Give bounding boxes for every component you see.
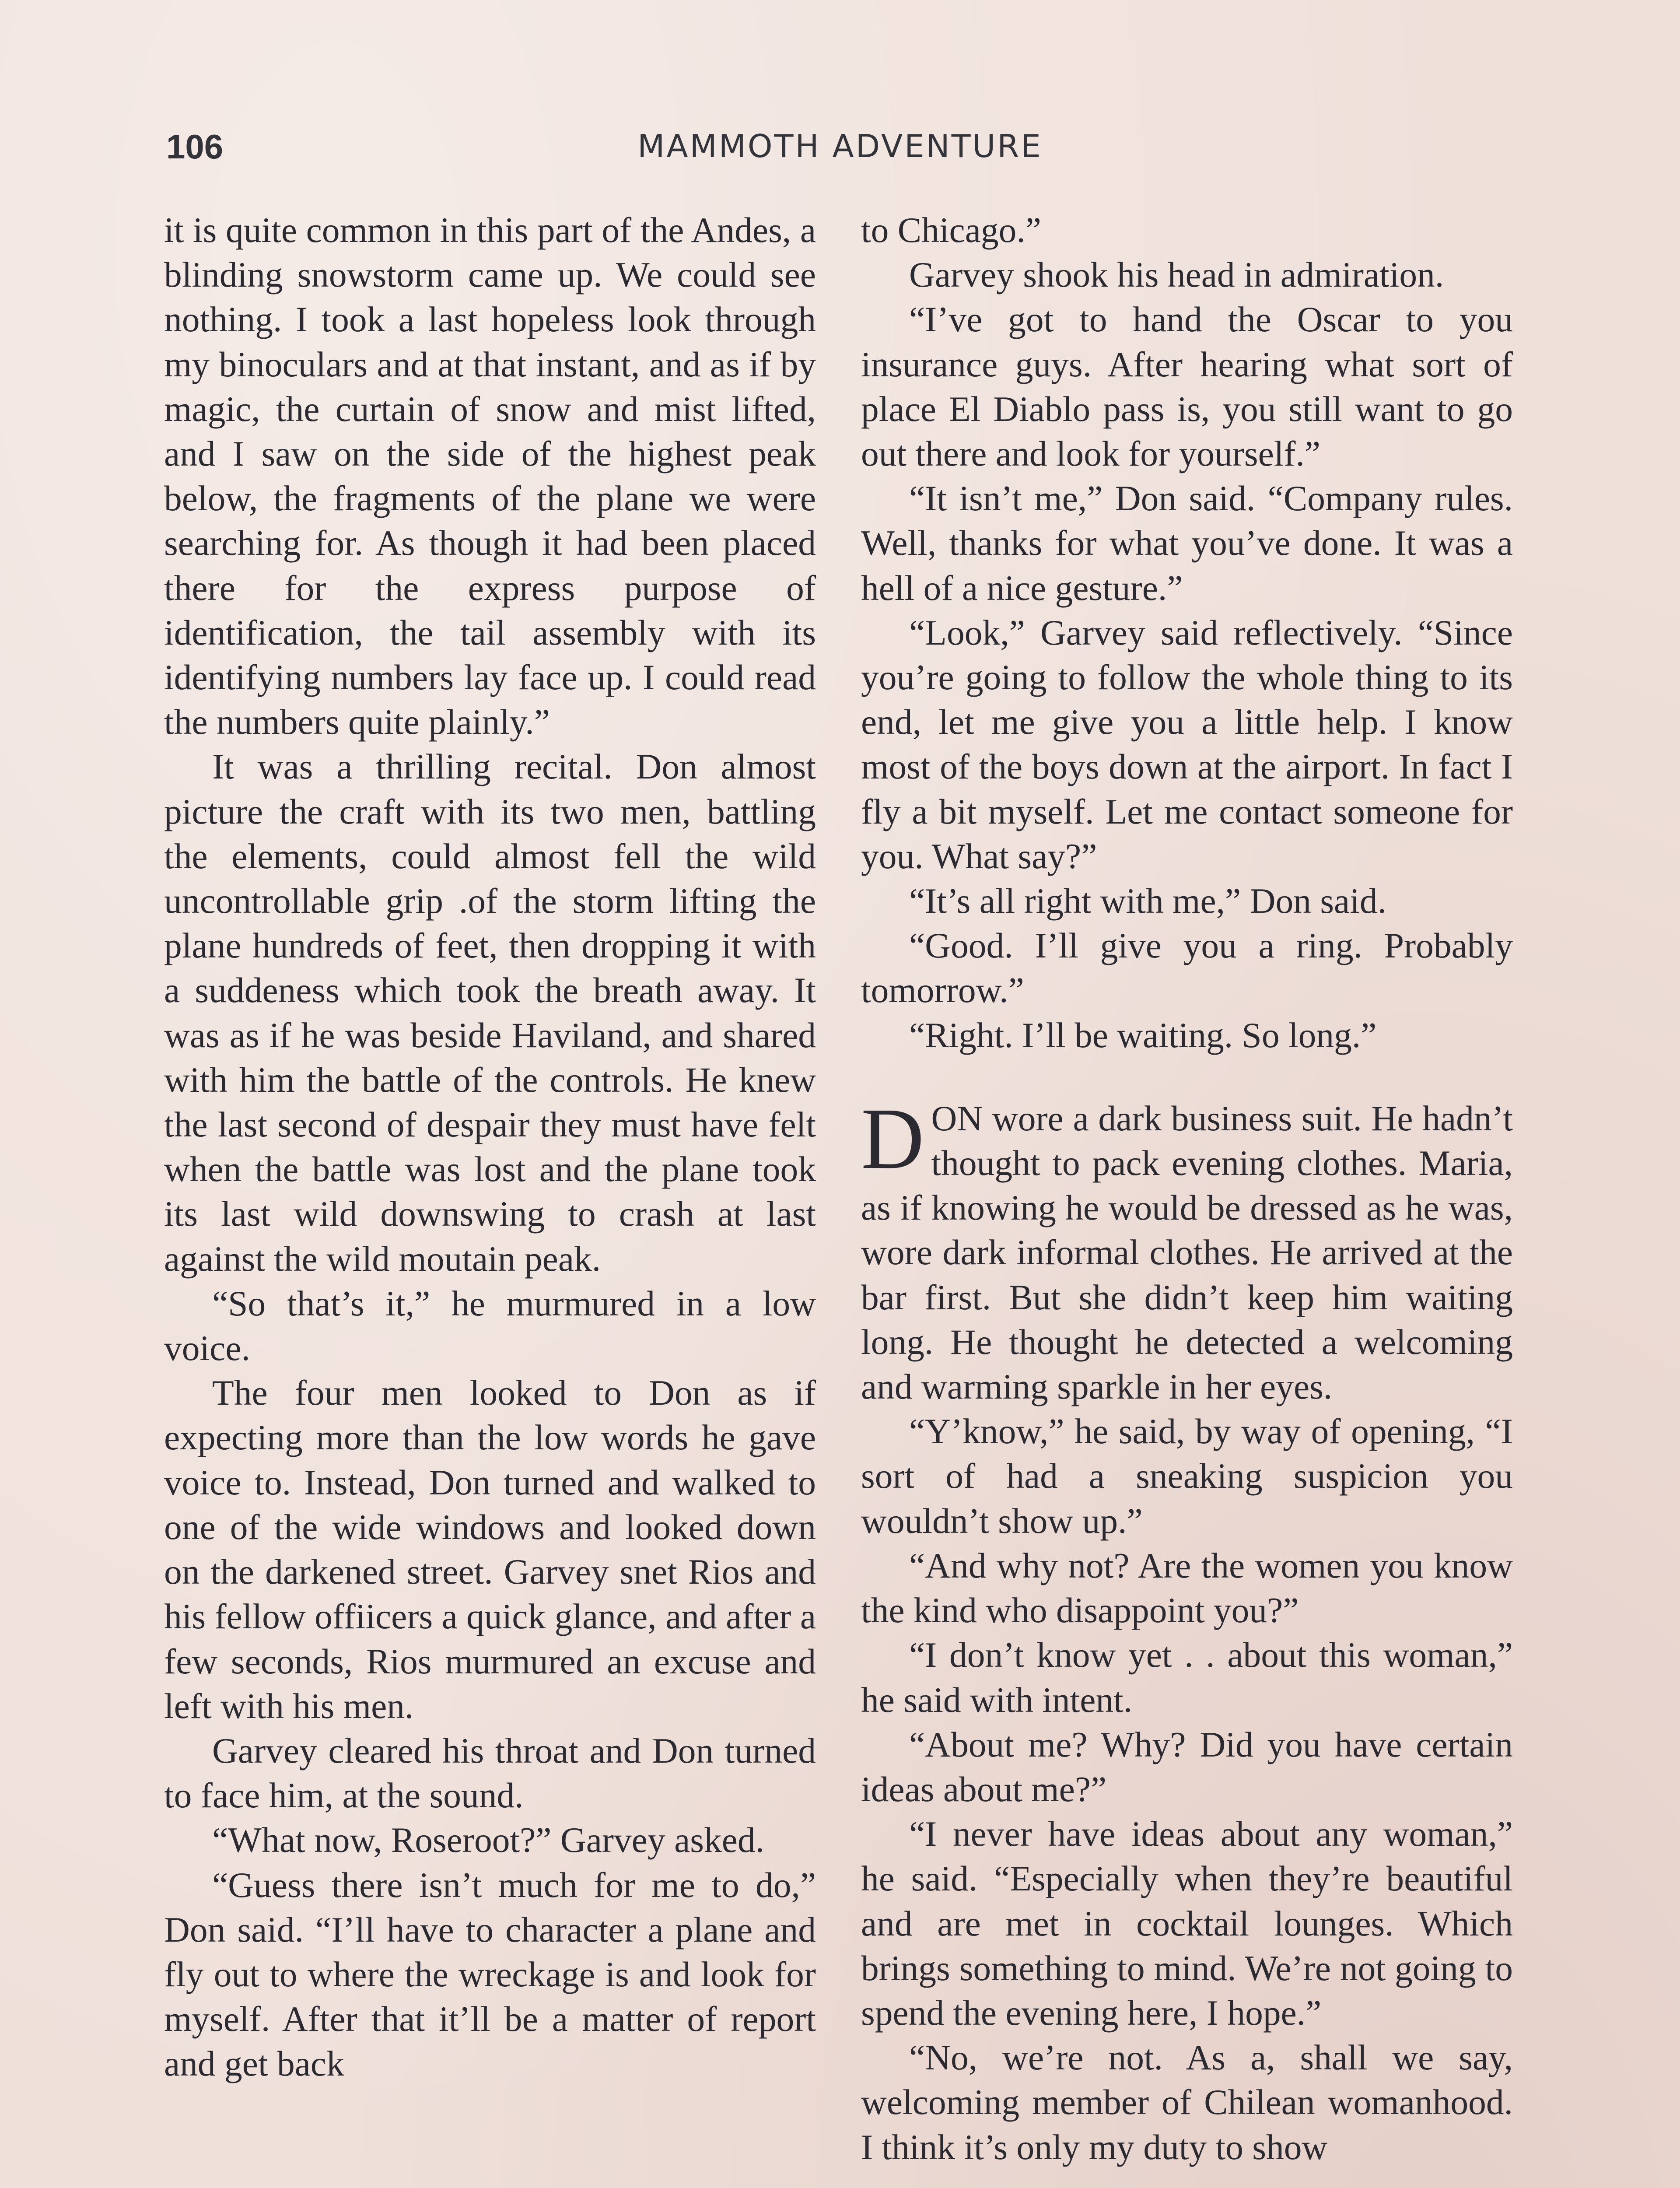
- paragraph: The four men looked to Don as if expecting more than the low words he gave voice to. Instead, Don turned and walked to one of the wide windows and looked down on the darkened street. Garvey snet Rios and his fellow offiicers a quick glance, and after a few seconds, Rios murmured an excuse and left with his men.: [164, 1373, 816, 1726]
- paragraph: “About me? Why? Did you have certain ideas about me?”: [861, 1724, 1513, 1809]
- paragraph: “I’ve got to hand the Oscar to you insurance guys. After hearing what sort of place El Diablo pass is, you still want to go out there and look for yourself.”: [861, 299, 1513, 474]
- section-opening-text: ON wore a dark business suit. He hadn’t thought to pack evening clothes. Maria, as if knowing he would be dressed as he was, wore dark informal clothes. He arrived at the bar first. But she didn’t keep him waiting long. He thought he detected a welcoming and warming sparkle in her eyes.: [861, 1098, 1513, 1407]
- paragraph: to Chicago.”: [861, 210, 1041, 250]
- paragraph: Garvey cleared his throat and Don turned to face him, at the sound.: [164, 1730, 816, 1816]
- right-column: [861, 208, 1513, 2188]
- paragraph: “Y’know,” he said, by way of opening, “I sort of had a sneaking suspicion you wouldn’t show up.”: [861, 1411, 1513, 1541]
- running-head: MAMMOTH ADVENTURE: [637, 128, 1043, 165]
- paragraph: it is quite common in this part of the Andes, a blinding snowstorm came up. We could see nothing. I took a last hopeless look through my binoculars and at that instant, and as if by magic, the curtain of snow and mist lifted, and I saw on the side of the highest peak below, the fragments of the plane we were searching for. As though it had been placed there for the express purpose of identification, the tail assembly with its identifying numbers lay face up. I could read the numbers quite plainly.”: [164, 210, 816, 742]
- paragraph: It was a thrilling recital. Don almost picture the craft with its two men, battling the elements, could almost fell the wild uncontrollable grip .of the storm lifting the plane hundreds of feet, then dropping it with a suddeness which took the breath away. It was as if he was beside Haviland, and shared with him the battle of the controls. He knew the last second of despair they must have felt when the battle was lost and the plane took its last wild downswing to crash at last against the wild moutain peak.: [164, 747, 816, 1279]
- paragraph: “It isn’t me,” Don said. “Company rules. Well, thanks for what you’ve done. It was a hell of a nice gesture.”: [861, 478, 1513, 608]
- paragraph: Garvey shook his head in admiration.: [909, 255, 1444, 295]
- section-opening-paragraph: [861, 1090, 1513, 1409]
- paragraph: “Look,” Garvey said reflectively. “Since you’re going to follow the whole thing to its end, let me give you a little help. I know most of the boys down at the airport. In fact I fly a bit myself. Let me contact someone for you. What say?”: [861, 612, 1513, 876]
- paragraph: “I don’t know yet . . about this woman,” he said with intent.: [861, 1635, 1513, 1720]
- paragraph: “And why not? Are the women you know the kind who disappoint you?”: [861, 1545, 1513, 1630]
- paragraph: “So that’s it,” he murmured in a low voice.: [164, 1283, 816, 1368]
- paragraph: “Guess there isn’t much for me to do,” Don said. “I’ll have to character a plane and fly out to where the wreckage is and look for myself. After that it’ll be a matter of report and get back: [164, 1865, 816, 2084]
- paragraph: “I never have ideas about any woman,” he said. “Especially when they’re beautiful and are met in cocktail lounges. Which brings something to mind. We’re not going to spend the evening here, I hope.”: [861, 1814, 1513, 2033]
- paragraph: “Right. I’ll be waiting. So long.”: [909, 1015, 1377, 1055]
- page-number: 106: [166, 127, 224, 166]
- left-column: [164, 208, 816, 2188]
- paragraph: “What now, Roseroot?” Garvey asked.: [212, 1820, 765, 1860]
- drop-cap: D: [861, 1090, 924, 1187]
- paragraph: “Good. I’ll give you a ring. Probably tomorrow.”: [861, 926, 1513, 1010]
- paragraph: “No, we’re not. As a, shall we say, welcoming member of Chilean womanhood. I think it’s only my duty to show: [861, 2037, 1513, 2167]
- paragraph: “It’s all right with me,” Don said.: [909, 881, 1386, 921]
